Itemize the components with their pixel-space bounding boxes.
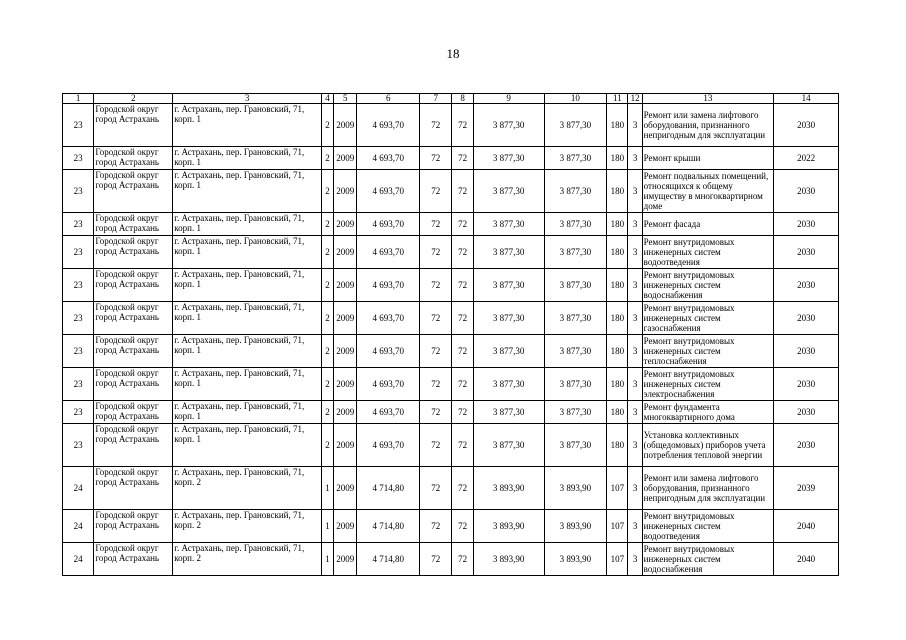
residential-area-cell: 3 893,90 (544, 510, 607, 543)
apartments-cell: 72 (420, 236, 452, 269)
category-cell: 3 (628, 302, 642, 335)
category-cell: 3 (628, 467, 642, 510)
residential-area-cell: 3 877,30 (544, 335, 607, 368)
total-area-cell: 4 693,70 (357, 104, 420, 147)
floors-cell: 1 (321, 510, 333, 543)
address-cell: г. Астрахань, пер. Грановский, 71, корп. 1 (173, 401, 322, 424)
floors-cell: 2 (321, 147, 333, 170)
residential-cell: 72 (452, 147, 473, 170)
planned-year-cell: 2030 (774, 269, 839, 302)
living-area-cell: 3 877,30 (473, 104, 544, 147)
year-cell: 2009 (334, 368, 357, 401)
floors-cell: 2 (321, 213, 333, 236)
table-row (63, 236, 839, 269)
column-number: 2 (94, 94, 173, 104)
year-cell: 2009 (334, 401, 357, 424)
table-row (63, 543, 839, 576)
residents-cell: 180 (607, 170, 628, 213)
work-type-cell: Ремонт фасада (642, 213, 774, 236)
column-number: 9 (473, 94, 544, 104)
table-row (63, 170, 839, 213)
column-number: 3 (173, 94, 322, 104)
residents-cell: 180 (607, 335, 628, 368)
residents-cell: 180 (607, 104, 628, 147)
apartments-cell: 72 (420, 213, 452, 236)
living-area-cell: 3 877,30 (473, 368, 544, 401)
residents-cell: 180 (607, 424, 628, 467)
row-number: 23 (63, 147, 94, 170)
apartments-cell: 72 (420, 401, 452, 424)
living-area-cell: 3 893,90 (473, 510, 544, 543)
total-area-cell: 4 693,70 (357, 269, 420, 302)
table-row (63, 269, 839, 302)
residential-cell: 72 (452, 236, 473, 269)
row-number: 23 (63, 236, 94, 269)
total-area-cell: 4 693,70 (357, 147, 420, 170)
table-row (63, 302, 839, 335)
residents-cell: 180 (607, 302, 628, 335)
category-cell: 3 (628, 368, 642, 401)
municipality-cell: Городской округ город Астрахань (94, 302, 173, 335)
table-row (63, 104, 839, 147)
year-cell: 2009 (334, 424, 357, 467)
row-number: 24 (63, 510, 94, 543)
planned-year-cell: 2022 (774, 147, 839, 170)
row-number: 24 (63, 467, 94, 510)
apartments-cell: 72 (420, 170, 452, 213)
total-area-cell: 4 693,70 (357, 170, 420, 213)
column-number: 1 (63, 94, 94, 104)
residents-cell: 107 (607, 467, 628, 510)
floors-cell: 2 (321, 236, 333, 269)
living-area-cell: 3 877,30 (473, 424, 544, 467)
residential-cell: 72 (452, 302, 473, 335)
residential-cell: 72 (452, 510, 473, 543)
row-number: 23 (63, 424, 94, 467)
column-number: 11 (607, 94, 628, 104)
table-row (63, 147, 839, 170)
planned-year-cell: 2030 (774, 302, 839, 335)
apartments-cell: 72 (420, 467, 452, 510)
address-cell: г. Астрахань, пер. Грановский, 71, корп. 1 (173, 170, 322, 213)
floors-cell: 2 (321, 269, 333, 302)
living-area-cell: 3 877,30 (473, 213, 544, 236)
apartments-cell: 72 (420, 104, 452, 147)
apartments-cell: 72 (420, 424, 452, 467)
living-area-cell: 3 877,30 (473, 236, 544, 269)
category-cell: 3 (628, 104, 642, 147)
year-cell: 2009 (334, 170, 357, 213)
year-cell: 2009 (334, 213, 357, 236)
residential-cell: 72 (452, 543, 473, 576)
apartments-cell: 72 (420, 147, 452, 170)
total-area-cell: 4 693,70 (357, 236, 420, 269)
address-cell: г. Астрахань, пер. Грановский, 71, корп. 2 (173, 510, 322, 543)
work-type-cell: Ремонт внутридомовых инженерных систем водоотведения (642, 236, 774, 269)
residents-cell: 180 (607, 236, 628, 269)
column-number: 7 (420, 94, 452, 104)
category-cell: 3 (628, 269, 642, 302)
apartments-cell: 72 (420, 510, 452, 543)
work-type-cell: Ремонт внутридомовых инженерных систем водоотведения (642, 510, 774, 543)
living-area-cell: 3 877,30 (473, 170, 544, 213)
column-number-row (63, 94, 839, 104)
residents-cell: 107 (607, 543, 628, 576)
apartments-cell: 72 (420, 302, 452, 335)
floors-cell: 2 (321, 335, 333, 368)
row-number: 24 (63, 543, 94, 576)
floors-cell: 1 (321, 543, 333, 576)
living-area-cell: 3 893,90 (473, 467, 544, 510)
floors-cell: 2 (321, 368, 333, 401)
column-number: 6 (357, 94, 420, 104)
year-cell: 2009 (334, 147, 357, 170)
page-number: 18 (446, 46, 460, 61)
row-number: 23 (63, 401, 94, 424)
residential-cell: 72 (452, 213, 473, 236)
municipality-cell: Городской округ город Астрахань (94, 543, 173, 576)
category-cell: 3 (628, 236, 642, 269)
living-area-cell: 3 893,90 (473, 543, 544, 576)
category-cell: 3 (628, 335, 642, 368)
work-type-cell: Ремонт крыши (642, 147, 774, 170)
total-area-cell: 4 693,70 (357, 213, 420, 236)
residential-cell: 72 (452, 104, 473, 147)
total-area-cell: 4 714,80 (357, 467, 420, 510)
residential-cell: 72 (452, 467, 473, 510)
living-area-cell: 3 877,30 (473, 269, 544, 302)
living-area-cell: 3 877,30 (473, 335, 544, 368)
residential-area-cell: 3 893,90 (544, 543, 607, 576)
residential-area-cell: 3 877,30 (544, 147, 607, 170)
floors-cell: 2 (321, 401, 333, 424)
residential-area-cell: 3 877,30 (544, 170, 607, 213)
register-table (62, 93, 839, 576)
category-cell: 3 (628, 147, 642, 170)
planned-year-cell: 2030 (774, 401, 839, 424)
table-row (63, 401, 839, 424)
living-area-cell: 3 877,30 (473, 401, 544, 424)
year-cell: 2009 (334, 467, 357, 510)
column-number: 4 (321, 94, 333, 104)
planned-year-cell: 2030 (774, 335, 839, 368)
floors-cell: 1 (321, 467, 333, 510)
total-area-cell: 4 714,80 (357, 543, 420, 576)
year-cell: 2009 (334, 269, 357, 302)
work-type-cell: Ремонт внутридомовых инженерных систем теплоснабжения (642, 335, 774, 368)
municipality-cell: Городской округ город Астрахань (94, 147, 173, 170)
category-cell: 3 (628, 510, 642, 543)
address-cell: г. Астрахань, пер. Грановский, 71, корп. 1 (173, 104, 322, 147)
planned-year-cell: 2030 (774, 368, 839, 401)
category-cell: 3 (628, 213, 642, 236)
living-area-cell: 3 877,30 (473, 147, 544, 170)
table-row (63, 213, 839, 236)
residents-cell: 107 (607, 510, 628, 543)
residents-cell: 180 (607, 269, 628, 302)
floors-cell: 2 (321, 170, 333, 213)
address-cell: г. Астрахань, пер. Грановский, 71, корп. 2 (173, 467, 322, 510)
row-number: 23 (63, 269, 94, 302)
year-cell: 2009 (334, 335, 357, 368)
row-number: 23 (63, 104, 94, 147)
row-number: 23 (63, 368, 94, 401)
residential-area-cell: 3 893,90 (544, 467, 607, 510)
municipality-cell: Городской округ город Астрахань (94, 467, 173, 510)
work-type-cell: Ремонт внутридомовых инженерных систем газоснабжения (642, 302, 774, 335)
planned-year-cell: 2040 (774, 543, 839, 576)
table-row (63, 510, 839, 543)
residential-area-cell: 3 877,30 (544, 213, 607, 236)
address-cell: г. Астрахань, пер. Грановский, 71, корп. 1 (173, 269, 322, 302)
address-cell: г. Астрахань, пер. Грановский, 71, корп. 1 (173, 368, 322, 401)
residential-cell: 72 (452, 170, 473, 213)
residential-area-cell: 3 877,30 (544, 401, 607, 424)
work-type-cell: Ремонт внутридомовых инженерных систем электроснабжения (642, 368, 774, 401)
table-row (63, 368, 839, 401)
planned-year-cell: 2039 (774, 467, 839, 510)
municipality-cell: Городской округ город Астрахань (94, 368, 173, 401)
residential-area-cell: 3 877,30 (544, 104, 607, 147)
residential-area-cell: 3 877,30 (544, 302, 607, 335)
apartments-cell: 72 (420, 335, 452, 368)
table-row (63, 335, 839, 368)
residential-area-cell: 3 877,30 (544, 236, 607, 269)
year-cell: 2009 (334, 510, 357, 543)
address-cell: г. Астрахань, пер. Грановский, 71, корп. 1 (173, 147, 322, 170)
apartments-cell: 72 (420, 368, 452, 401)
residents-cell: 180 (607, 213, 628, 236)
municipality-cell: Городской округ город Астрахань (94, 104, 173, 147)
row-number: 23 (63, 302, 94, 335)
work-type-cell: Ремонт подвальных помещений, относящихся к общему имуществу в многоквартирном доме (642, 170, 774, 213)
residential-cell: 72 (452, 368, 473, 401)
column-number: 5 (334, 94, 357, 104)
table-row (63, 424, 839, 467)
municipality-cell: Городской округ город Астрахань (94, 170, 173, 213)
municipality-cell: Городской округ город Астрахань (94, 401, 173, 424)
apartments-cell: 72 (420, 269, 452, 302)
planned-year-cell: 2030 (774, 104, 839, 147)
residential-cell: 72 (452, 335, 473, 368)
floors-cell: 2 (321, 424, 333, 467)
residential-cell: 72 (452, 401, 473, 424)
total-area-cell: 4 693,70 (357, 302, 420, 335)
apartments-cell: 72 (420, 543, 452, 576)
table-row (63, 467, 839, 510)
category-cell: 3 (628, 170, 642, 213)
floors-cell: 2 (321, 302, 333, 335)
planned-year-cell: 2040 (774, 510, 839, 543)
residential-cell: 72 (452, 269, 473, 302)
address-cell: г. Астрахань, пер. Грановский, 71, корп. 1 (173, 335, 322, 368)
municipality-cell: Городской округ город Астрахань (94, 236, 173, 269)
total-area-cell: 4 693,70 (357, 424, 420, 467)
category-cell: 3 (628, 401, 642, 424)
planned-year-cell: 2030 (774, 213, 839, 236)
category-cell: 3 (628, 543, 642, 576)
row-number: 23 (63, 335, 94, 368)
column-number: 10 (544, 94, 607, 104)
column-number: 13 (642, 94, 774, 104)
address-cell: г. Астрахань, пер. Грановский, 71, корп. 2 (173, 543, 322, 576)
work-type-cell: Установка коллективных (общедомовых) приборов учета потребления тепловой энергии (642, 424, 774, 467)
planned-year-cell: 2030 (774, 170, 839, 213)
total-area-cell: 4 693,70 (357, 335, 420, 368)
category-cell: 3 (628, 424, 642, 467)
residents-cell: 180 (607, 147, 628, 170)
work-type-cell: Ремонт внутридомовых инженерных систем водоснабжения (642, 269, 774, 302)
planned-year-cell: 2030 (774, 424, 839, 467)
residential-area-cell: 3 877,30 (544, 424, 607, 467)
planned-year-cell: 2030 (774, 236, 839, 269)
column-number: 14 (774, 94, 839, 104)
year-cell: 2009 (334, 236, 357, 269)
work-type-cell: Ремонт внутридомовых инженерных систем водоснабжения (642, 543, 774, 576)
row-number: 23 (63, 213, 94, 236)
municipality-cell: Городской округ город Астрахань (94, 269, 173, 302)
address-cell: г. Астрахань, пер. Грановский, 71, корп. 1 (173, 213, 322, 236)
living-area-cell: 3 877,30 (473, 302, 544, 335)
residents-cell: 180 (607, 401, 628, 424)
work-type-cell: Ремонт или замена лифтового оборудования, признанного непригодным для эксплуатации (642, 467, 774, 510)
municipality-cell: Городской округ город Астрахань (94, 213, 173, 236)
row-number: 23 (63, 170, 94, 213)
column-number: 8 (452, 94, 473, 104)
residential-cell: 72 (452, 424, 473, 467)
municipality-cell: Городской округ город Астрахань (94, 510, 173, 543)
total-area-cell: 4 693,70 (357, 368, 420, 401)
municipality-cell: Городской округ город Астрахань (94, 335, 173, 368)
address-cell: г. Астрахань, пер. Грановский, 71, корп. 1 (173, 236, 322, 269)
municipality-cell: Городской округ город Астрахань (94, 424, 173, 467)
year-cell: 2009 (334, 104, 357, 147)
floors-cell: 2 (321, 104, 333, 147)
total-area-cell: 4 714,80 (357, 510, 420, 543)
address-cell: г. Астрахань, пер. Грановский, 71, корп. 1 (173, 424, 322, 467)
residential-area-cell: 3 877,30 (544, 269, 607, 302)
column-number: 12 (628, 94, 642, 104)
work-type-cell: Ремонт или замена лифтового оборудования, признанного непригодным для эксплуатации (642, 104, 774, 147)
residential-area-cell: 3 877,30 (544, 368, 607, 401)
year-cell: 2009 (334, 543, 357, 576)
residents-cell: 180 (607, 368, 628, 401)
address-cell: г. Астрахань, пер. Грановский, 71, корп. 1 (173, 302, 322, 335)
year-cell: 2009 (334, 302, 357, 335)
total-area-cell: 4 693,70 (357, 401, 420, 424)
work-type-cell: Ремонт фундамента многоквартирного дома (642, 401, 774, 424)
